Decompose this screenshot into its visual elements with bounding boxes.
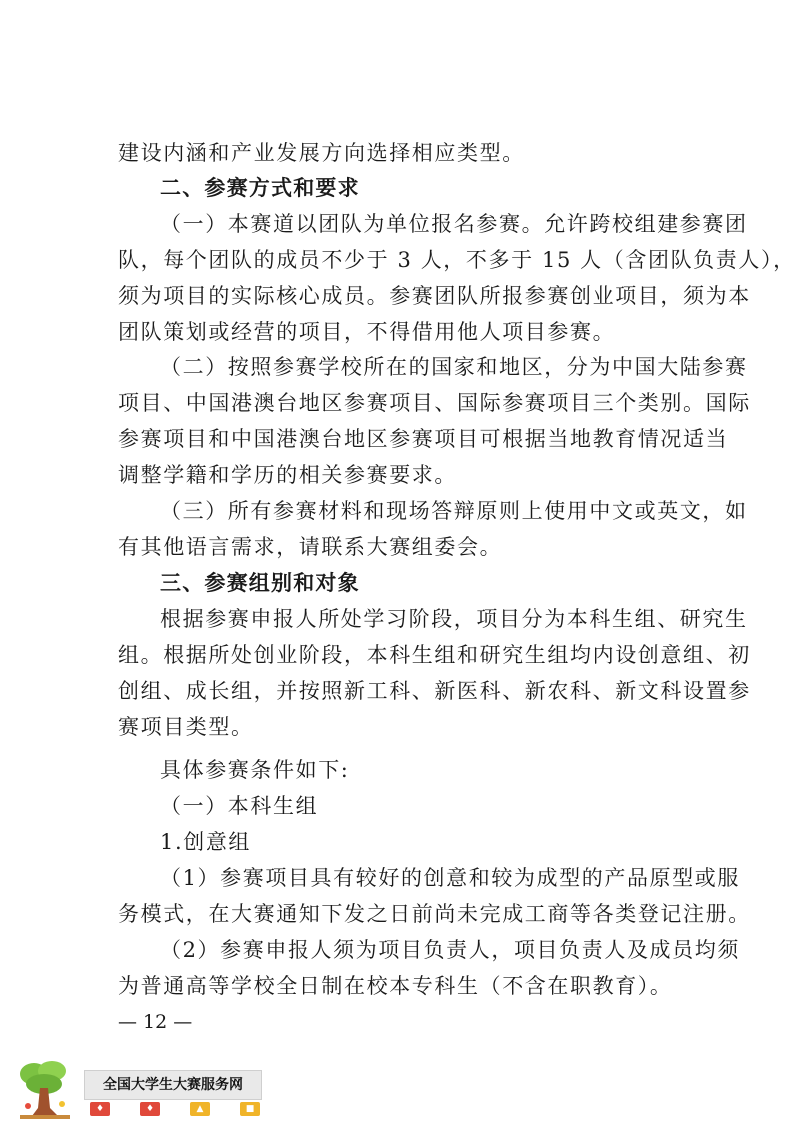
body-line: 参赛项目和中国港澳台地区参赛项目可根据当地教育情况适当 <box>118 427 729 451</box>
body-line: （2）参赛申报人须为项目负责人，项目负责人及成员均须 <box>160 938 740 962</box>
watermark-icon-row <box>90 1102 260 1118</box>
body-line: 团队策划或经营的项目，不得借用他人项目参赛。 <box>118 320 616 344</box>
body-line: （一）本赛道以团队为单位报名参赛。允许跨校组建参赛团 <box>160 212 748 236</box>
body-line: 有其他语言需求，请联系大赛组委会。 <box>118 535 503 559</box>
body-line: （三）所有参赛材料和现场答辩原则上使用中文或英文，如 <box>160 499 748 523</box>
body-line: 为普通高等学校全日制在校本专科生（不含在职教育）。 <box>118 974 673 998</box>
body-line: 建设内涵和产业发展方向选择相应类型。 <box>118 141 525 165</box>
badge-icon: ■ <box>240 1102 260 1116</box>
section-heading: 三、参赛组别和对象 <box>160 571 360 595</box>
star-icon: ▲ <box>190 1102 210 1116</box>
body-line: 队，每个团队的成员不少于 3 人，不多于 15 人（含团队负责人）， <box>118 248 796 272</box>
body-line: （1）参赛项目具有较好的创意和较为成型的产品原型或服 <box>160 866 740 890</box>
body-line: 组。根据所处创业阶段，本科生组和研究生组均内设创意组、初 <box>118 643 751 667</box>
body-line: 创组、成长组，并按照新工科、新医科、新农科、新文科设置参 <box>118 679 751 703</box>
tree-logo-icon <box>14 1058 76 1122</box>
person-icon: ♦ <box>90 1102 110 1116</box>
subheading: （一）本科生组 <box>160 794 319 818</box>
body-line: 赛项目类型。 <box>118 715 254 739</box>
body-line: 具体参赛条件如下: <box>160 758 350 782</box>
body-line: （二）按照参赛学校所在的国家和地区，分为中国大陆参赛 <box>160 355 748 379</box>
person-icon: ♦ <box>140 1102 160 1116</box>
body-line: 调整学籍和学历的相关参赛要求。 <box>118 463 457 487</box>
section-heading: 二、参赛方式和要求 <box>160 176 360 200</box>
body-line: 根据参赛申报人所处学习阶段，项目分为本科生组、研究生 <box>160 607 748 631</box>
body-line: 须为项目的实际核心成员。参赛团队所报参赛创业项目，须为本 <box>118 284 751 308</box>
subheading: 1.创意组 <box>160 830 252 854</box>
page-number: — 12 — <box>118 1011 193 1033</box>
body-line: 务模式，在大赛通知下发之日前尚未完成工商等各类登记注册。 <box>118 902 751 926</box>
body-line: 项目、中国港澳台地区参赛项目、国际参赛项目三个类别。国际 <box>118 391 751 415</box>
watermark <box>14 1058 264 1122</box>
watermark-banner: 全国大学生大赛服务网 <box>84 1070 262 1100</box>
